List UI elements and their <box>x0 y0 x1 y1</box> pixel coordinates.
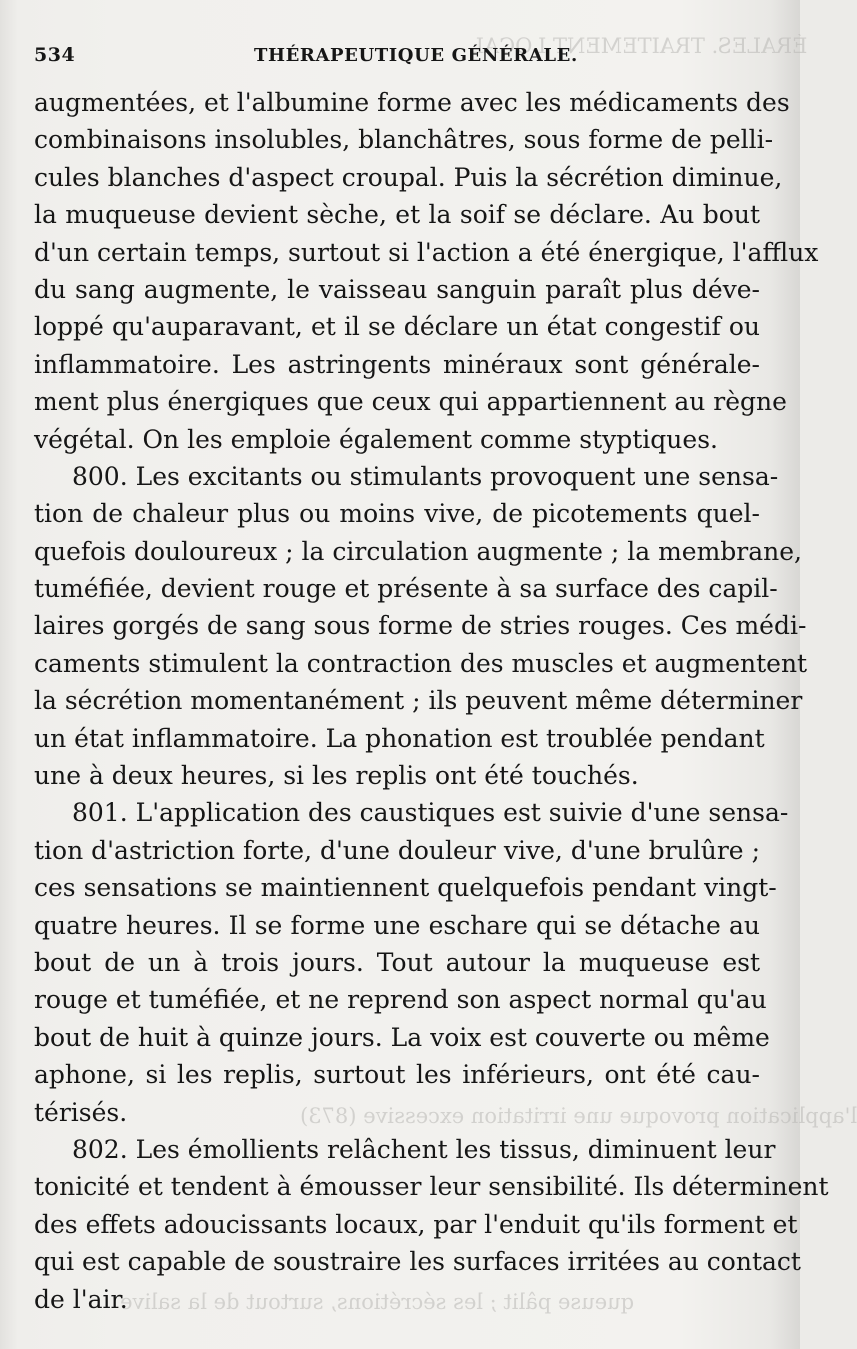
body-text <box>34 84 829 1318</box>
text-line: une à deux heures, si les replis ont été touchés. <box>34 761 639 791</box>
text-line: combinaisons insolubles, blanchâtres, sous forme de pelli- <box>34 125 774 155</box>
show-through-text: l'application provoque une irritation excessive (873) <box>300 1104 857 1128</box>
text-line: de l'air. <box>34 1284 128 1314</box>
text-line: bout de huit à quinze jours. La voix est couverte ou même <box>34 1022 770 1052</box>
text-line: cules blanches d'aspect croupal. Puis la sécrétion diminue, <box>34 162 783 192</box>
page-number: 534 <box>34 44 76 66</box>
text-line: la muqueuse devient sèche, et la soif se déclare. Au bout <box>34 200 760 230</box>
text-line: térisés. <box>34 1097 128 1127</box>
text-line: laires gorgés de sang sous forme de stries rouges. Ces médi- <box>34 611 807 641</box>
page-header <box>34 44 760 74</box>
text-line: un état inflammatoire. La phonation est troublée pendant <box>34 723 765 753</box>
paragraph-801-start: 801. L'application des caustiques est suivie d'une sensa- <box>72 798 789 828</box>
text-line: rouge et tuméfiée, et ne reprend son aspect normal qu'au <box>34 985 767 1015</box>
text-line: quefois douloureux ; la circulation augmente ; la membrane, <box>34 536 803 566</box>
show-through-text: queuse pâlit ; les sécrétions, surtout de la salive <box>120 1290 635 1314</box>
text-line: la sécrétion momentanément ; ils peuvent même déterminer <box>34 686 803 716</box>
text-line: caments stimulent la contraction des muscles et augmentent <box>34 648 808 678</box>
running-title: THÉRAPEUTIQUE GÉNÉRALE. <box>254 45 578 66</box>
text-line: inflammatoire. Les astringents minéraux sont générale- <box>34 349 760 379</box>
text-line: aphone, si les replis, surtout les inférieurs, ont été cau- <box>34 1060 760 1090</box>
text-line: quatre heures. Il se forme une eschare qui se détache au <box>34 910 760 940</box>
text-line: ces sensations se maintiennent quelquefois pendant vingt- <box>34 873 777 903</box>
text-line: qui est capable de soustraire les surfaces irritées au contact <box>34 1247 801 1277</box>
text-line: tion de chaleur plus ou moins vive, de picotements quel- <box>34 499 760 529</box>
text-line: bout de un à trois jours. Tout autour la muqueuse est <box>34 947 760 977</box>
paragraph-800-start: 800. Les excitants ou stimulants provoquent une sensa- <box>72 461 779 491</box>
text-line: augmentées, et l'albumine forme avec les médicaments des <box>34 88 790 117</box>
text-line: du sang augmente, le vaisseau sanguin paraît plus déve- <box>34 274 760 304</box>
text-line: des effets adoucissants locaux, par l'enduit qu'ils forment et <box>34 1209 798 1239</box>
text-line: tonicité et tendent à émousser leur sensibilité. Ils déterminent <box>34 1172 829 1202</box>
show-through-text: ÉRALES. TRAITEMENT LOCAL <box>470 34 808 58</box>
text-line: végétal. On les emploie également comme styptiques. <box>34 424 718 454</box>
text-line: d'un certain temps, surtout si l'action a été énergique, l'afflux <box>34 237 819 267</box>
text-line: loppé qu'auparavant, et il se déclare un état congestif ou <box>34 312 760 342</box>
paragraph-802-start: 802. Les émollients relâchent les tissus, diminuent leur <box>72 1134 776 1164</box>
text-line: tuméfiée, devient rouge et présente à sa surface des capil- <box>34 574 778 604</box>
text-line: tion d'astriction forte, d'une douleur vive, d'une brulûre ; <box>34 835 760 865</box>
text-line: ment plus énergiques que ceux qui appartiennent au règne <box>34 387 787 417</box>
